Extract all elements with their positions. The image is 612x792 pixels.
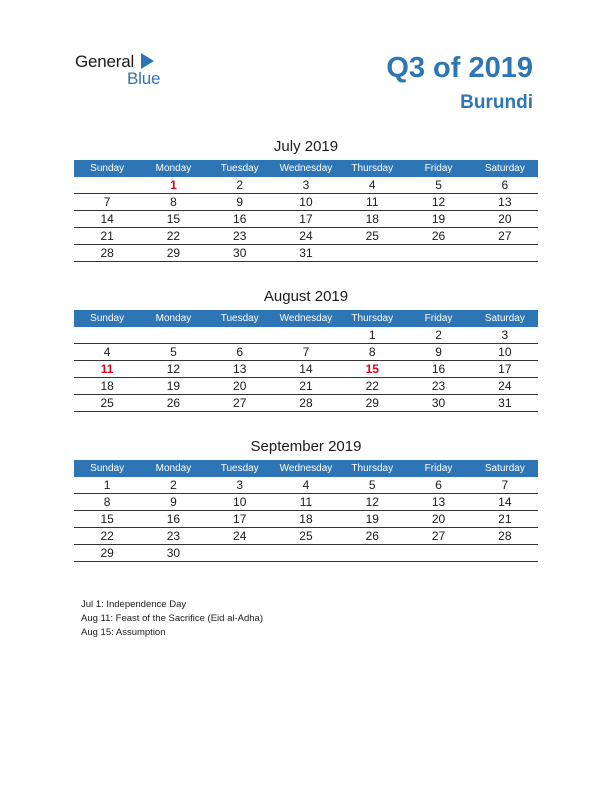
week-row — [74, 228, 538, 245]
weekday-header: Tuesday — [207, 310, 273, 327]
weekday-header: Tuesday — [207, 460, 273, 477]
day-cell: 21 — [472, 511, 538, 528]
day-cell: 3 — [207, 477, 273, 494]
day-cell: 8 — [140, 194, 206, 211]
page-title: Q3 of 2019 — [386, 52, 533, 84]
empty-day-cell — [140, 327, 206, 344]
week-row — [74, 361, 538, 378]
day-cell: 19 — [339, 511, 405, 528]
day-cell: 25 — [339, 228, 405, 245]
day-cell: 5 — [140, 344, 206, 361]
day-cell: 15 — [74, 511, 140, 528]
empty-day-cell — [472, 545, 538, 562]
day-cell: 10 — [472, 344, 538, 361]
holiday-note: Jul 1: Independence Day — [81, 599, 187, 610]
day-cell: 31 — [472, 395, 538, 412]
day-cell: 16 — [207, 211, 273, 228]
day-cell: 2 — [405, 327, 471, 344]
day-cell: 28 — [273, 395, 339, 412]
month-title: September 2019 — [250, 438, 362, 455]
weekday-header: Friday — [405, 310, 471, 327]
day-cell: 14 — [74, 211, 140, 228]
empty-day-cell — [74, 327, 140, 344]
day-cell: 17 — [472, 361, 538, 378]
week-row — [74, 245, 538, 262]
logo-text-blue: Blue — [127, 69, 161, 88]
day-cell: 13 — [472, 194, 538, 211]
calendar-grid — [74, 160, 538, 262]
day-cell: 13 — [207, 361, 273, 378]
day-cell: 9 — [140, 494, 206, 511]
day-cell: 1 — [339, 327, 405, 344]
day-cell: 10 — [273, 194, 339, 211]
day-cell: 3 — [472, 327, 538, 344]
day-cell: 26 — [405, 228, 471, 245]
day-cell: 4 — [339, 177, 405, 194]
day-cell: 19 — [140, 378, 206, 395]
weekday-header: Wednesday — [273, 460, 339, 477]
empty-day-cell — [74, 177, 140, 194]
day-cell: 31 — [273, 245, 339, 262]
empty-day-cell — [207, 327, 273, 344]
day-cell: 24 — [207, 528, 273, 545]
day-cell: 5 — [339, 477, 405, 494]
day-cell: 20 — [405, 511, 471, 528]
day-cell: 19 — [405, 211, 471, 228]
week-row — [74, 528, 538, 545]
week-row — [74, 545, 538, 562]
day-cell: 13 — [405, 494, 471, 511]
day-cell: 30 — [207, 245, 273, 262]
weekday-header: Thursday — [339, 460, 405, 477]
day-cell: 2 — [207, 177, 273, 194]
weekday-header: Sunday — [74, 460, 140, 477]
logo-flag-icon — [141, 53, 154, 69]
day-cell: 26 — [140, 395, 206, 412]
weekday-header-row — [74, 310, 538, 327]
day-cell: 14 — [273, 361, 339, 378]
day-cell: 12 — [140, 361, 206, 378]
weekday-header: Monday — [140, 460, 206, 477]
day-cell: 30 — [405, 395, 471, 412]
day-cell: 28 — [472, 528, 538, 545]
empty-day-cell — [273, 545, 339, 562]
day-cell: 15 — [140, 211, 206, 228]
day-cell: 17 — [207, 511, 273, 528]
month-title: August 2019 — [263, 288, 349, 305]
week-row — [74, 511, 538, 528]
day-cell: 9 — [207, 194, 273, 211]
weekday-header: Wednesday — [273, 310, 339, 327]
day-cell: 1 — [74, 477, 140, 494]
day-cell: 11 — [74, 361, 140, 378]
day-cell: 12 — [339, 494, 405, 511]
day-cell: 8 — [74, 494, 140, 511]
week-row — [74, 344, 538, 361]
holiday-note: Aug 11: Feast of the Sacrifice (Eid al-Adha) — [81, 613, 263, 624]
weekday-header: Thursday — [339, 310, 405, 327]
weekday-header: Friday — [405, 460, 471, 477]
week-row — [74, 327, 538, 344]
day-cell: 18 — [74, 378, 140, 395]
holiday-notes — [81, 598, 263, 640]
day-cell: 1 — [140, 177, 206, 194]
day-cell: 3 — [273, 177, 339, 194]
logo-text-general: General — [75, 52, 135, 71]
day-cell: 4 — [74, 344, 140, 361]
day-cell: 26 — [339, 528, 405, 545]
day-cell: 27 — [472, 228, 538, 245]
day-cell: 27 — [207, 395, 273, 412]
day-cell: 24 — [273, 228, 339, 245]
weekday-header: Sunday — [74, 160, 140, 177]
day-cell: 15 — [339, 361, 405, 378]
holiday-note: Aug 15: Assumption — [81, 627, 166, 638]
week-row — [74, 211, 538, 228]
day-cell: 21 — [74, 228, 140, 245]
day-cell: 18 — [273, 511, 339, 528]
day-cell: 22 — [339, 378, 405, 395]
week-row — [74, 477, 538, 494]
day-cell: 25 — [273, 528, 339, 545]
weekday-header: Monday — [140, 160, 206, 177]
month-september — [74, 436, 538, 562]
day-cell: 7 — [472, 477, 538, 494]
day-cell: 20 — [207, 378, 273, 395]
weekday-header-row — [74, 460, 538, 477]
day-cell: 2 — [140, 477, 206, 494]
weekday-header-row — [74, 160, 538, 177]
day-cell: 25 — [74, 395, 140, 412]
day-cell: 8 — [339, 344, 405, 361]
weekday-header: Saturday — [472, 310, 538, 327]
weekday-header: Wednesday — [273, 160, 339, 177]
day-cell: 7 — [273, 344, 339, 361]
day-cell: 17 — [273, 211, 339, 228]
day-cell: 18 — [339, 211, 405, 228]
day-cell: 14 — [472, 494, 538, 511]
day-cell: 6 — [207, 344, 273, 361]
day-cell: 23 — [405, 378, 471, 395]
calendar-grid — [74, 310, 538, 412]
day-cell: 21 — [273, 378, 339, 395]
day-cell: 11 — [339, 194, 405, 211]
day-cell: 10 — [207, 494, 273, 511]
day-cell: 29 — [140, 245, 206, 262]
empty-day-cell — [339, 245, 405, 262]
country-name: Burundi — [460, 92, 533, 113]
day-cell: 30 — [140, 545, 206, 562]
day-cell: 27 — [405, 528, 471, 545]
day-cell: 9 — [405, 344, 471, 361]
day-cell: 7 — [74, 194, 140, 211]
month-august — [74, 286, 538, 412]
empty-day-cell — [207, 545, 273, 562]
month-title: July 2019 — [273, 138, 339, 155]
month-july — [74, 136, 538, 262]
calendar-grid — [74, 460, 538, 562]
week-row — [74, 395, 538, 412]
week-row — [74, 194, 538, 211]
day-cell: 22 — [140, 228, 206, 245]
day-cell: 22 — [74, 528, 140, 545]
day-cell: 5 — [405, 177, 471, 194]
day-cell: 6 — [472, 177, 538, 194]
weekday-header: Sunday — [74, 310, 140, 327]
day-cell: 29 — [339, 395, 405, 412]
empty-day-cell — [405, 545, 471, 562]
day-cell: 29 — [74, 545, 140, 562]
weekday-header: Friday — [405, 160, 471, 177]
logo — [75, 52, 175, 92]
day-cell: 20 — [472, 211, 538, 228]
weekday-header: Thursday — [339, 160, 405, 177]
day-cell: 6 — [405, 477, 471, 494]
empty-day-cell — [273, 327, 339, 344]
week-row — [74, 177, 538, 194]
empty-day-cell — [405, 245, 471, 262]
day-cell: 16 — [405, 361, 471, 378]
day-cell: 28 — [74, 245, 140, 262]
empty-day-cell — [339, 545, 405, 562]
day-cell: 24 — [472, 378, 538, 395]
weekday-header: Saturday — [472, 160, 538, 177]
week-row — [74, 378, 538, 395]
day-cell: 16 — [140, 511, 206, 528]
weekday-header: Monday — [140, 310, 206, 327]
day-cell: 4 — [273, 477, 339, 494]
day-cell: 12 — [405, 194, 471, 211]
day-cell: 11 — [273, 494, 339, 511]
day-cell: 23 — [140, 528, 206, 545]
weekday-header: Saturday — [472, 460, 538, 477]
empty-day-cell — [472, 245, 538, 262]
day-cell: 23 — [207, 228, 273, 245]
week-row — [74, 494, 538, 511]
weekday-header: Tuesday — [207, 160, 273, 177]
